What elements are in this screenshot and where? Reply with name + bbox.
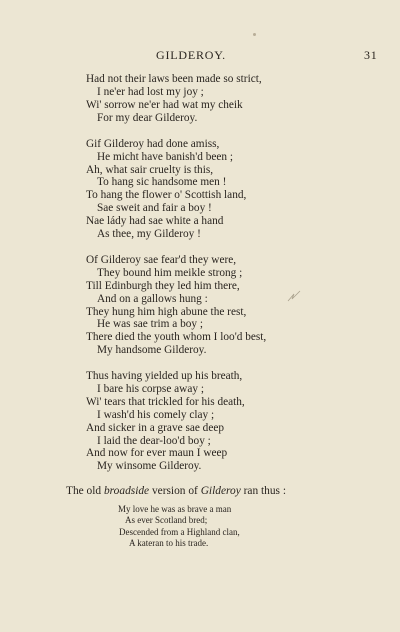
verse-line: And on a gallows hung : [97,292,208,305]
verse-line: To hang the flower o' Scottish land, [86,189,247,202]
verse-line: To hang sic handsome men ! [97,176,227,189]
stanza [86,73,346,124]
verse-line: Of Gilderoy sae fear'd they were, [86,254,237,267]
intro-broadside-word: broadside [103,485,150,497]
stanza [86,138,346,241]
pencil-mark [287,290,301,302]
verse-line: Ah, what sair cruelty is this, [86,163,214,176]
verse-line: Sae sweit and fair a boy ! [97,202,212,215]
running-title: GILDEROY. [156,48,226,62]
verse-line: Had not their laws been made so strict, [86,73,262,85]
verse-line: He micht have banish'd been ; [97,150,233,163]
verse-line: Wi' tears that trickled for his death, [86,396,245,409]
intro-title-word: Gilderoy [200,485,241,497]
verse-line: Wi' sorrow ne'er had wat my cheik [86,98,243,111]
verse-line: As thee, my Gilderoy ! [97,227,201,240]
verse-line: And sicker in a grave sae deep [86,421,225,434]
verse-line: And now for ever maun I weep [86,447,228,460]
verse-line: He was sae trim a boy ; [97,318,204,331]
verse-line: I bare his corpse away ; [97,383,204,396]
verse-line: Till Edinburgh they led him there, [86,279,240,292]
broadside-line: Descended from a Highland clan, [119,526,240,537]
poem-body [86,73,346,487]
verse-line: I wash'd his comely clay ; [97,408,215,421]
intro-text-after: ran thus : [240,485,287,497]
broadside-intro [66,485,286,498]
verse-line: They bound him meikle strong ; [97,266,243,279]
ink-speck [253,33,256,36]
verse-line: For my dear Gilderoy. [97,111,198,124]
verse-line: Thus having yielded up his breath, [86,370,243,383]
broadside-line: A kateran to his trade. [129,537,209,548]
broadside-line: As ever Scotland bred; [125,515,208,526]
intro-text-middle: version of [149,485,201,497]
verse-line: There died the youth whom I loo'd best, [86,331,267,344]
verse-line: Nae lády had sae white a hand [86,214,224,227]
verse-line: I laid the dear-loo'd boy ; [97,434,211,447]
verse-line: My winsome Gilderoy. [97,460,202,473]
page-number: 31 [364,48,378,62]
stanza [86,254,346,357]
stanza [86,370,346,473]
verse-line: I ne'er had lost my joy ; [97,85,204,98]
verse-line: They hung him high abune the rest, [86,305,247,318]
page-header [0,48,400,64]
verse-line: My handsome Gilderoy. [97,344,207,357]
intro-text-before: The old [66,485,104,497]
verse-line: Gif Gilderoy had done amiss, [86,137,220,150]
broadside-line: My love he was as brave a man [118,504,232,514]
